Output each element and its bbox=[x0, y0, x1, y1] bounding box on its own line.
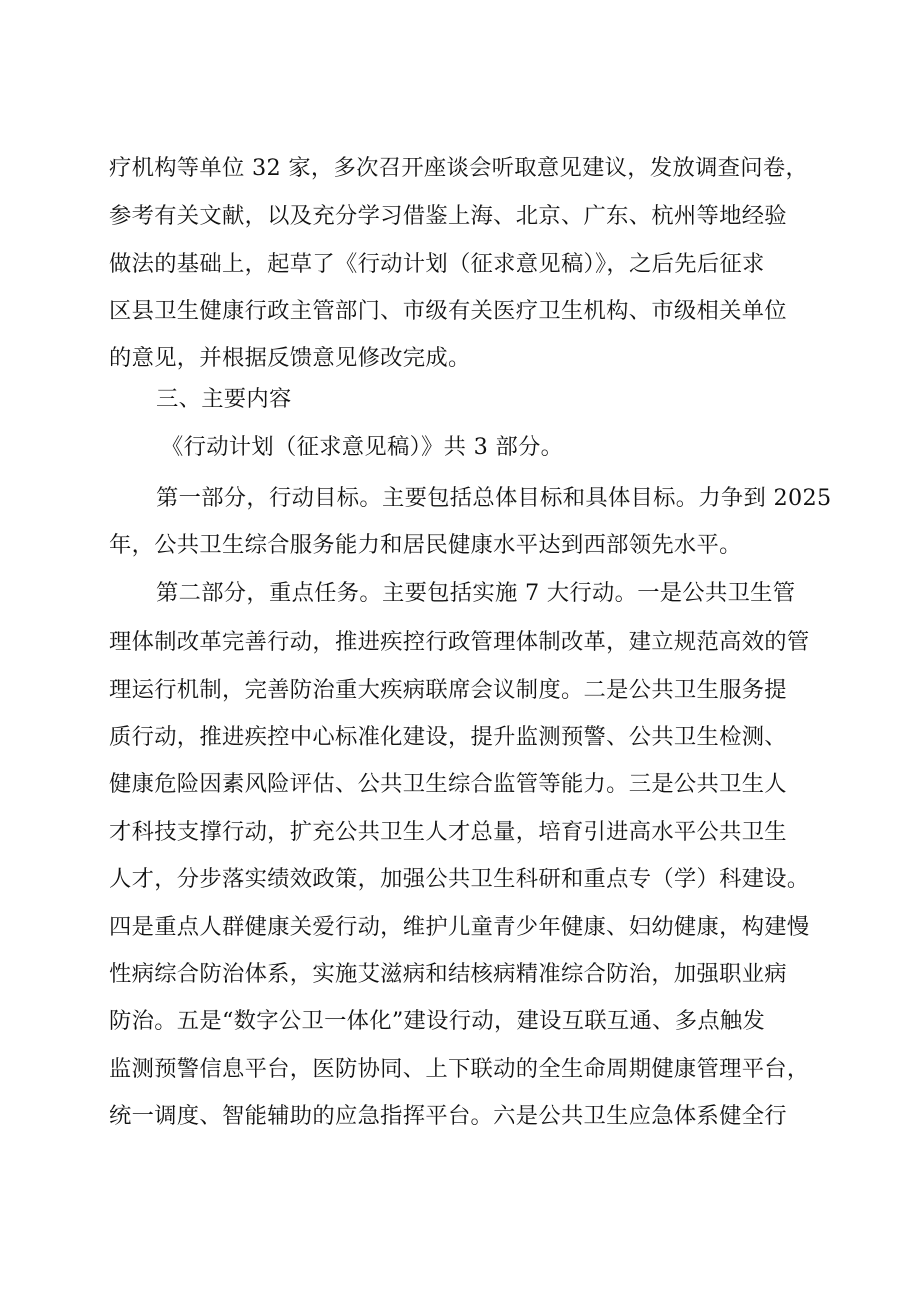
section-intro: 《行动计划（征求意见稿）》共 3 部分。 bbox=[161, 434, 564, 460]
part-two-line-6: 才科技支撑行动，扩充公共卫生人才总量，培育引进高水平公共卫生 bbox=[109, 819, 787, 845]
part-two-line-4: 质行动，推进疾控中心标准化建设，提升监测预警、公共卫生检测、 bbox=[109, 724, 787, 750]
part-one-line-2: 年，公共卫生综合服务能力和居民健康水平达到西部领先水平。 bbox=[109, 532, 742, 558]
part-two-line-5: 健康危险因素风险评估、公共卫生综合监管等能力。三是公共卫生人 bbox=[109, 771, 787, 797]
paragraph-line-2: 参考有关文献，以及充分学习借鉴上海、北京、广东、杭州等地经验 bbox=[109, 203, 787, 229]
part-one-line-1: 第一部分，行动目标。主要包括总体目标和具体目标。力争到 2025 bbox=[156, 485, 832, 511]
paragraph-line-3: 做法的基础上，起草了《行动计划（征求意见稿）》，之后先后征求 bbox=[109, 251, 765, 277]
part-two-line-3: 理运行机制，完善防治重大疾病联席会议制度。二是公共卫生服务提 bbox=[109, 677, 787, 703]
part-two-line-7: 人才，分步落实绩效政策，加强公共卫生科研和重点专（学）科建设。 bbox=[109, 866, 810, 892]
part-two-line-2: 理体制改革完善行动，推进疾控行政管理体制改革，建立规范高效的管 bbox=[109, 629, 810, 655]
part-two-line-10: 防治。五是“数字公卫一体化”建设行动，建设互联互通、多点触发 bbox=[109, 1008, 766, 1034]
paragraph-line-1: 疗机构等单位 32 家，多次召开座谈会听取意见建议，发放调查问卷， bbox=[109, 155, 809, 181]
part-two-line-9: 性病综合防治体系，实施艾滋病和结核病精准综合防治，加强职业病 bbox=[109, 961, 787, 987]
part-two-line-12: 统一调度、智能辅助的应急指挥平台。六是公共卫生应急体系健全行 bbox=[109, 1103, 787, 1129]
part-two-line-1: 第二部分，重点任务。主要包括实施 7 大行动。一是公共卫生管 bbox=[156, 580, 796, 606]
paragraph-line-5: 的意见，并根据反馈意见修改完成。 bbox=[109, 345, 471, 371]
part-two-line-8: 四是重点人群健康关爱行动，维护儿童青少年健康、妇幼健康，构建慢 bbox=[109, 914, 810, 940]
part-two-line-11: 监测预警信息平台，医防协同、上下联动的全生命周期健康管理平台， bbox=[109, 1056, 810, 1082]
section-heading: 三、主要内容 bbox=[156, 386, 292, 412]
paragraph-line-4: 区县卫生健康行政主管部门、市级有关医疗卫生机构、市级相关单位 bbox=[109, 298, 787, 324]
